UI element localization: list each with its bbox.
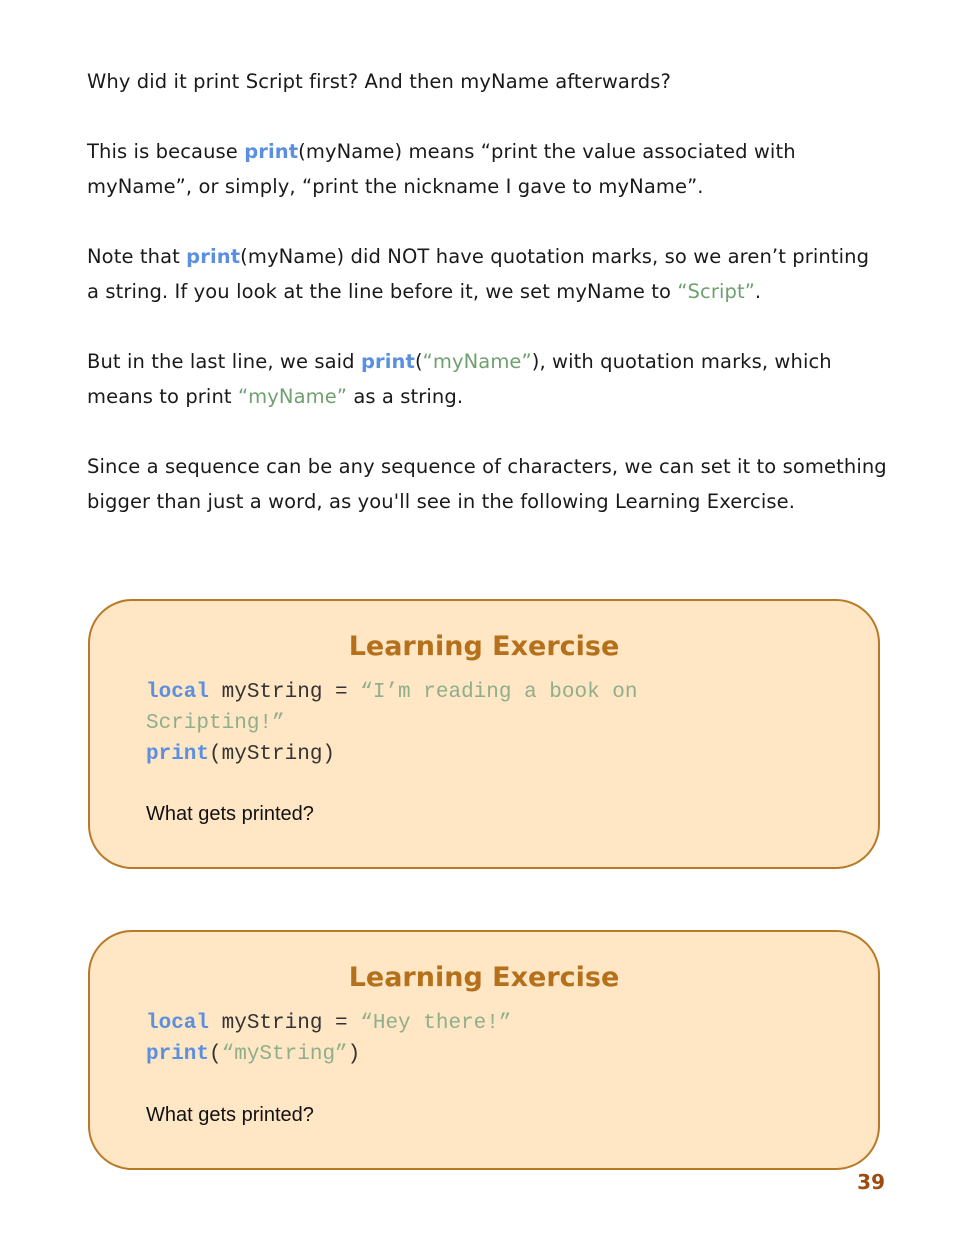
learning-exercise-box-1 xyxy=(88,599,880,869)
code-block xyxy=(146,677,638,770)
string-literal: “myName” xyxy=(237,385,348,408)
paragraph-intro-question: Why did it print Script first? And then myName afterwards? xyxy=(87,70,671,93)
paragraph-last-line xyxy=(87,344,887,414)
exercise-title: Learning Exercise xyxy=(348,631,620,662)
string-literal: “myName” xyxy=(422,350,532,373)
text: (myName) means “print the value associated with myName”, or simply, “print the nickname I gave to myName”. xyxy=(87,140,796,198)
text: But in the last line, we said xyxy=(87,350,361,373)
keyword-print: print xyxy=(360,350,415,373)
text: ( xyxy=(414,350,423,373)
string-literal: “Script” xyxy=(677,280,755,303)
text: This is because xyxy=(87,140,245,163)
code-string: “myString” xyxy=(221,1043,348,1066)
keyword-local: local xyxy=(146,1012,210,1035)
keyword-print: print xyxy=(146,1043,210,1066)
code-text: myString = xyxy=(209,681,361,704)
text: as a string. xyxy=(347,385,464,408)
paragraph-note xyxy=(87,239,887,309)
paragraph-sequence: Since a sequence can be any sequence of characters, we can set it to something bigger than just a word, as you'll see in the following Learning Exercise. xyxy=(87,455,887,513)
learning-exercise-box-2 xyxy=(88,930,880,1170)
text: (myName) did NOT have quotation marks, so we aren’t printing a string. If you look at the line before it, we set myName to xyxy=(87,245,870,303)
code-string: “Hey there!” xyxy=(360,1012,512,1035)
text: Note that xyxy=(87,245,187,268)
keyword-print: print xyxy=(186,245,241,268)
exercise-question: What gets printed? xyxy=(146,1104,314,1126)
text: ), with quotation marks, which means to print xyxy=(87,350,832,408)
code-text: ( xyxy=(209,1043,222,1066)
paragraph-explanation xyxy=(87,134,887,204)
code-string: “I’m reading a book on Scripting!” xyxy=(146,681,638,735)
page-number: 39 xyxy=(857,1170,885,1194)
keyword-local: local xyxy=(146,681,210,704)
exercise-title: Learning Exercise xyxy=(348,962,620,993)
code-text: myString = xyxy=(209,1012,361,1035)
code-block xyxy=(146,1008,511,1070)
keyword-print: print xyxy=(146,743,210,766)
keyword-print: print xyxy=(244,140,299,163)
exercise-question: What gets printed? xyxy=(146,803,314,825)
code-text: (myString) xyxy=(209,743,336,766)
text: . xyxy=(754,280,762,303)
code-text: ) xyxy=(347,1043,361,1066)
